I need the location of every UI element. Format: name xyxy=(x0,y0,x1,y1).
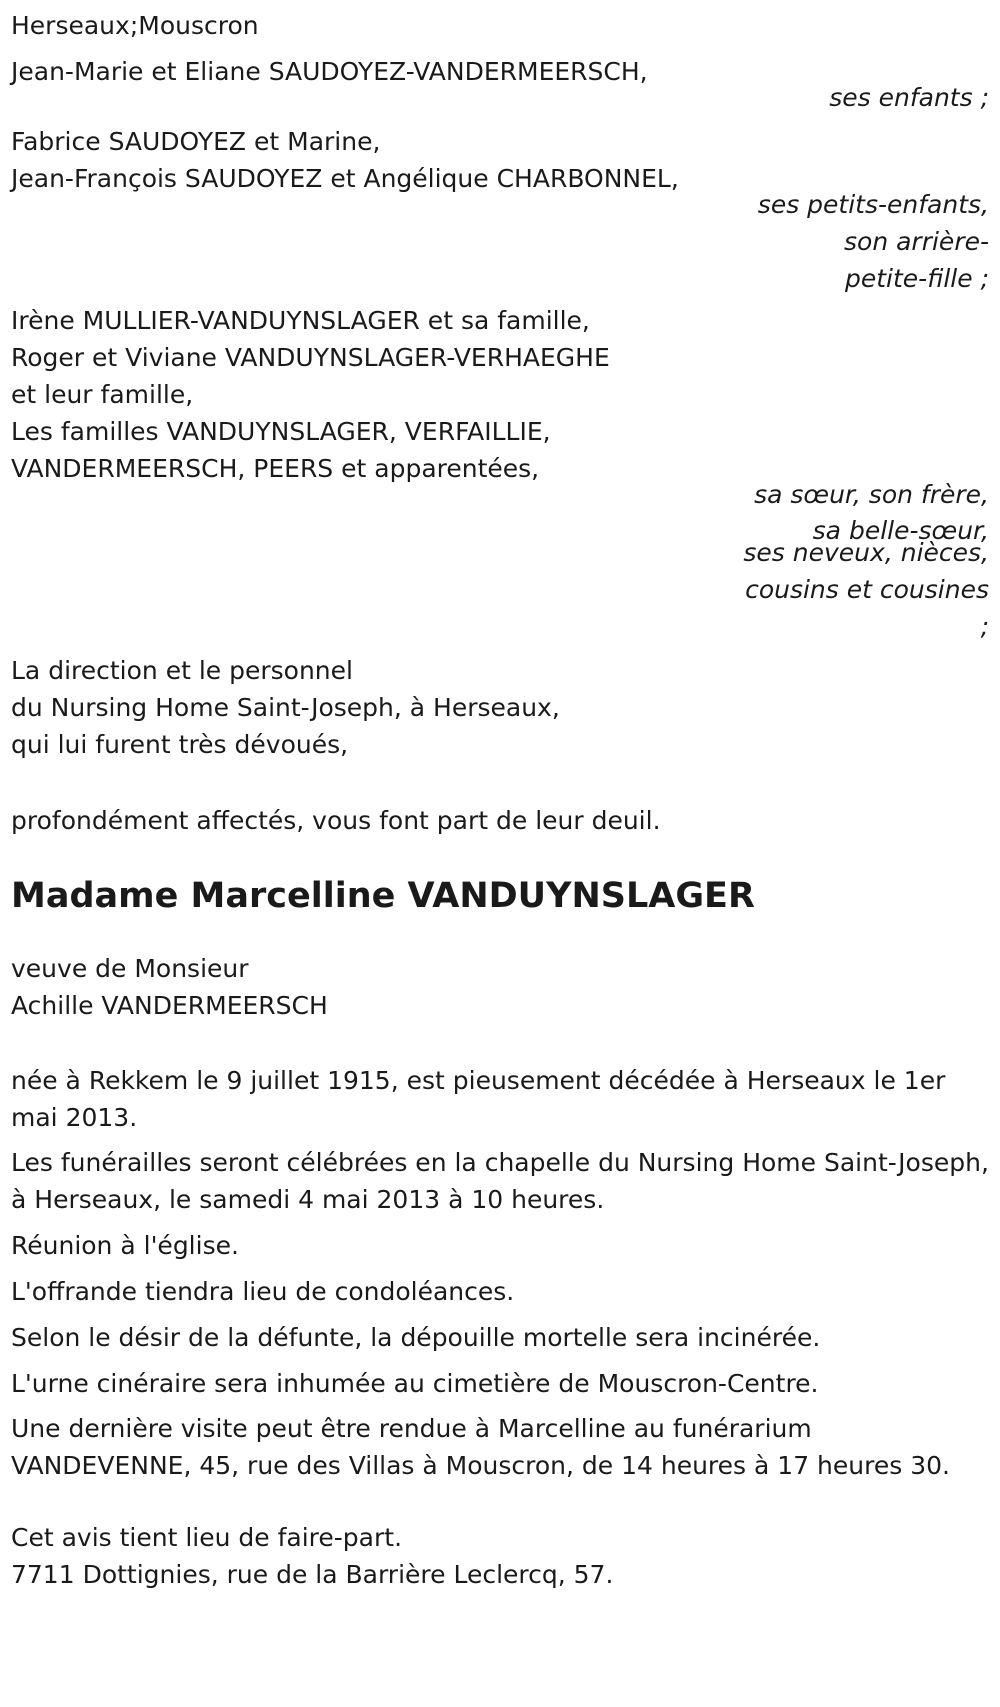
siblings-role-3: ses neveux, nièces, xyxy=(743,538,989,567)
siblings-line-2: Roger et Viviane VANDUYNSLAGER-VERHAEGHE xyxy=(11,343,610,372)
children-role: ses enfants ; xyxy=(829,83,989,112)
staff-line-3: qui lui furent très dévoués, xyxy=(11,730,349,759)
siblings-line-3: et leur famille, xyxy=(11,380,194,409)
children-block xyxy=(11,52,989,118)
widow-line-1: veuve de Monsieur xyxy=(11,954,249,983)
funeral-text: Les funérailles seront célébrées en la chapelle du Nursing Home Saint-Joseph, à Herseaux, le samedi 4 mai 2013 à 10 heures. xyxy=(11,1148,989,1214)
staff-line-1: La direction et le personnel xyxy=(11,656,353,685)
widow-block xyxy=(11,949,989,1026)
siblings-role-4: cousins et cousines xyxy=(745,575,989,604)
grandchildren-role-2: son arrière- xyxy=(844,227,989,256)
staff-line-2: du Nursing Home Saint-Joseph, à Herseaux, xyxy=(11,693,560,722)
footer-notice: Cet avis tient lieu de faire-part. xyxy=(11,1523,403,1552)
siblings-role-2: sa belle-sœur, xyxy=(812,516,989,545)
obituary-notice xyxy=(11,6,989,1595)
cremation-text: Selon le désir de la défunte, la dépouille mortelle sera incinérée. xyxy=(11,1323,821,1352)
grandchildren-role-1: ses petits-enfants, xyxy=(757,190,989,219)
staff-block xyxy=(11,651,989,765)
announcement-line: profondément affectés, vous font part de leur deuil. xyxy=(11,806,661,835)
grandchildren-line-2: Jean-François SAUDOYEZ et Angélique CHARBONNEL, xyxy=(11,164,679,193)
footer-address: 7711 Dottignies, rue de la Barrière Leclercq, 57. xyxy=(11,1560,614,1589)
children-name: Jean-Marie et Eliane SAUDOYEZ-VANDERMEERSCH, xyxy=(11,57,648,86)
widow-line-2: Achille VANDERMEERSCH xyxy=(11,991,328,1020)
visit-text: Une dernière visite peut être rendue à Marcelline au funérarium VANDEVENNE, 45, rue des Villas à Mouscron, de 14 heures à 17 heures 30. xyxy=(11,1414,950,1480)
birth-death-text: née à Rekkem le 9 juillet 1915, est pieusement décédée à Herseaux le 1er mai 2013. xyxy=(11,1066,946,1132)
grandchildren-line-1: Fabrice SAUDOYEZ et Marine, xyxy=(11,127,381,156)
offering-text: L'offrande tiendra lieu de condoléances. xyxy=(11,1277,515,1306)
meeting-text: Réunion à l'église. xyxy=(11,1231,239,1260)
siblings-line-1: Irène MULLIER-VANDUYNSLAGER et sa famille, xyxy=(11,306,590,335)
siblings-line-4: Les familles VANDUYNSLAGER, VERFAILLIE, xyxy=(11,417,551,446)
urn-text: L'urne cinéraire sera inhumée au cimetière de Mouscron-Centre. xyxy=(11,1369,819,1398)
grandchildren-block xyxy=(11,122,989,299)
deceased-name: Madame Marcelline VANDUYNSLAGER xyxy=(11,876,755,916)
location-line: Herseaux;Mouscron xyxy=(11,11,259,40)
footer-block xyxy=(11,1518,989,1595)
siblings-role-1: sa sœur, son frère, xyxy=(754,480,989,509)
siblings-line-5: VANDERMEERSCH, PEERS et apparentées, xyxy=(11,454,540,483)
grandchildren-role-3: petite-fille ; xyxy=(845,264,989,293)
siblings-role-5: ; xyxy=(980,612,989,641)
siblings-block xyxy=(11,301,989,647)
